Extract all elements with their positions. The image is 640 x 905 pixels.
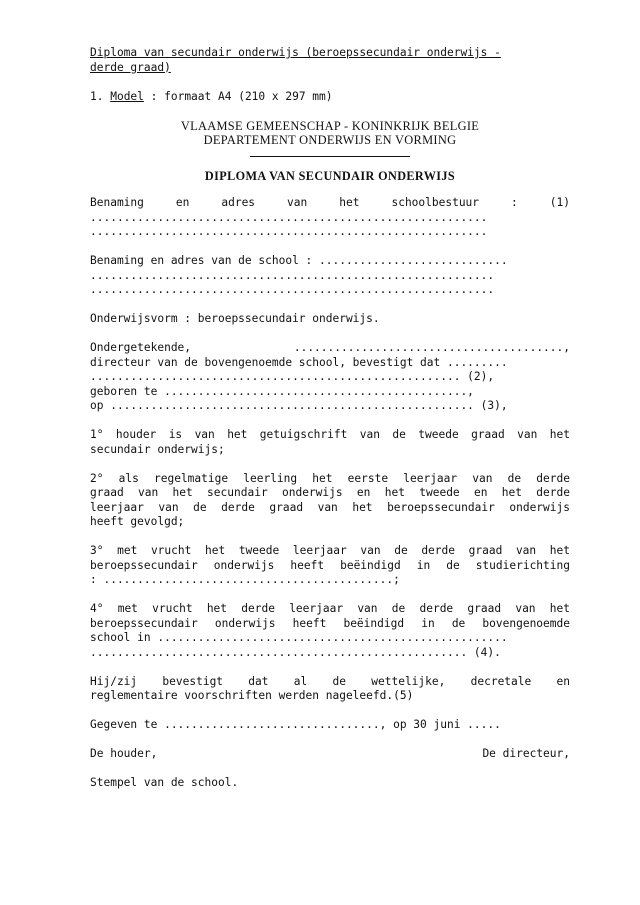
model-format: : formaat A4 (210 x 297 mm) — [143, 89, 333, 103]
model-word: Model — [110, 89, 144, 103]
item-2-line-3: leerjaar van de derde graad van het beroepssecundair onderwijs — [90, 500, 570, 514]
title-line-1: Diploma van secundair onderwijs (beroepssecundair onderwijs - — [90, 46, 501, 59]
ondergetekende-line-4: geboren te ............................................., — [90, 384, 474, 398]
ondergetekende-block — [90, 341, 570, 414]
bevestiging-block — [90, 675, 570, 704]
school-dots-1: ............................................................ — [90, 268, 495, 282]
authority-block — [90, 119, 570, 148]
title-line-2: derde graad) — [90, 60, 171, 74]
signature-holder: De houder, — [90, 747, 158, 760]
item-2-line-1: 2° als regelmatige leerling het eerste leerjaar van de derde — [90, 471, 570, 485]
gegeven-line: Gegeven te ................................, op 30 juni ..... — [90, 718, 501, 731]
school-block — [90, 254, 570, 298]
item-1-line-1: 1° houder is van het getuigschrift van de tweede graad van het — [90, 428, 570, 441]
school-label: Benaming en adres van de school : ............................ — [90, 254, 508, 267]
item-4-line-2: beroepssecundair onderwijs heeft beëindigd in de bovengenoemde — [90, 616, 570, 630]
item-3-line-1: 3° met vrucht het tweede leerjaar van de derde graad van het — [90, 544, 570, 557]
authority-line-2: DEPARTEMENT ONDERWIJS EN VORMING — [203, 133, 457, 147]
item-1-line-2: secundair onderwijs; — [90, 442, 225, 456]
item-1 — [90, 428, 570, 457]
item-2-line-2: graad van het secundair onderwijs en het tweede en het derde — [90, 486, 570, 499]
schoolbestuur-block — [90, 196, 570, 240]
schoolbestuur-label: Benaming en adres van het schoolbestuur : (1) — [90, 196, 570, 209]
document-page — [90, 46, 570, 791]
signature-row — [90, 747, 570, 762]
item-3-line-3: : ...........................................; — [90, 573, 400, 586]
schoolbestuur-dots-2: ........................................................... — [90, 225, 488, 238]
bevestiging-line-1: Hij/zij bevestigt dat al de wettelijke, decretale en — [90, 674, 570, 688]
item-4-line-1: 4° met vrucht het derde leerjaar van de derde graad van het — [90, 602, 570, 615]
item-4-line-3: school in .................................................... — [90, 631, 508, 644]
item-4-line-4: ........................................................ (4). — [90, 645, 501, 659]
model-number: 1. — [90, 89, 111, 103]
ondergetekende-line-1: Ondergetekende, ........................................, — [90, 341, 570, 354]
ondergetekende-line-3: ....................................................... (2), — [90, 370, 495, 383]
document-title — [90, 46, 570, 75]
authority-line-1: VLAAMSE GEMEENSCHAP - KONINKRIJK BELGIE — [180, 118, 480, 133]
schoolbestuur-dots-1: ........................................................... — [90, 210, 488, 224]
stempel-line: Stempel van de school. — [90, 776, 239, 789]
divider-rule — [250, 156, 410, 157]
onderwijsvorm: Onderwijsvorm : beroepssecundair onderwijs. — [90, 312, 380, 325]
school-dots-2: ............................................................ — [90, 283, 495, 296]
item-4 — [90, 602, 570, 660]
bevestiging-line-2: reglementaire voorschriften werden nageleefd.(5) — [90, 689, 414, 702]
ondergetekende-line-5: op ...................................................... (3), — [90, 399, 508, 412]
diploma-heading: DIPLOMA VAN SECUNDAIR ONDERWIJS — [204, 168, 456, 183]
model-line — [90, 90, 570, 105]
item-3-line-2: beroepssecundair onderwijs heeft beëindigd in de studierichting — [90, 558, 570, 572]
item-2-line-4: heeft gevolgd; — [90, 515, 185, 528]
item-3 — [90, 544, 570, 588]
signature-director: De directeur, — [482, 747, 570, 760]
item-2 — [90, 472, 570, 530]
ondergetekende-line-2: directeur van de bovengenoemde school, bevestigt dat ......... — [90, 355, 508, 369]
